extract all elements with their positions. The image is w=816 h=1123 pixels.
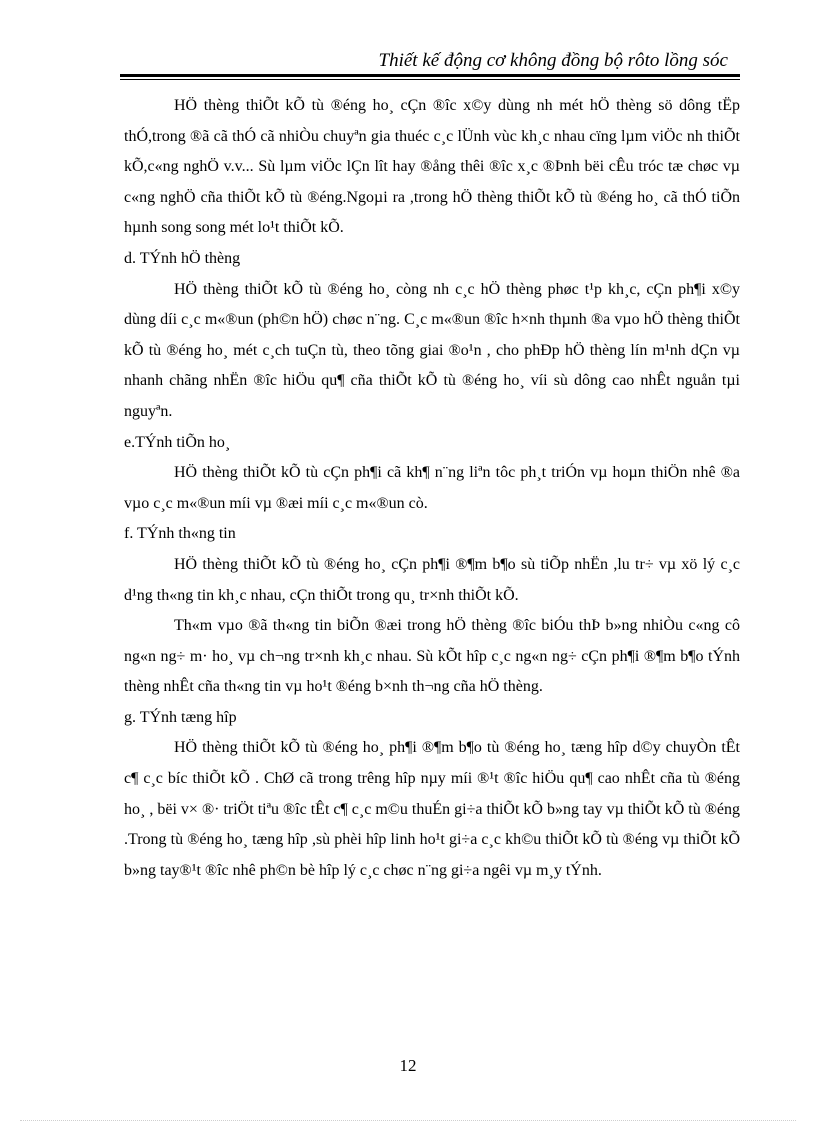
- page-number: 12: [399, 1056, 417, 1075]
- section-heading: e.TÝnh tiÕn ho¸: [124, 433, 231, 451]
- header-title: Thiết kế động cơ không đồng bộ rôto lồng sóc: [378, 50, 728, 71]
- page-bottom-divider: [20, 1120, 796, 1121]
- header-rule-thick: [120, 74, 740, 77]
- section-heading: g. TÝnh tæng hîp: [124, 708, 237, 726]
- document-body: [124, 91, 740, 886]
- paragraph: HÖ thèng thiÕt kÕ tù ®éng ho¸ ph¶i ®¶m b¶o tù ®éng ho¸ tæng hîp d©y chuyÒn tÊt c¶ c¸c bíc thiÕt kÕ . ChØ cã trong trêng hîp nµy míi ®¹t ®îc hiÖu qu¶ cao nhÊt cña tù ®éng ho¸ , bëi v× ®· triÖt tiªu ®îc tÊt c¶ c¸c m©u thuÉn gi÷a thiÕt kÕ b»ng tay vµ thiÕt kÕ tù ®éng .Trong tù ®éng ho¸ tæng hîp ,sù phèi hîp linh ho¹t gi÷a c¸c kh©u thiÕt kÕ tù ®éng vµ thiÕt kÕ b»ng tay®¹t ®îc nhê ph©n bè hîp lý c¸c chøc n¨ng gi÷a ngêi vµ m¸y tÝnh.: [124, 739, 740, 879]
- paragraph: HÖ thèng thiÕt kÕ tù ®éng ho¸ còng nh c¸c hÖ thèng phøc t¹p kh¸c, cÇn ph¶i x©y dùng díi c¸c m«®un (ph©n hÖ) chøc n¨ng. C¸c m«®un ®îc h×nh thµnh ®a vµo hÖ thèng thiÕt kÕ tù ®éng ho¸ mét c¸ch tuÇn tù, theo tõng giai ®o¹n , cho phÐp hÖ thèng lín m¹nh dÇn vµ nhanh chãng nhËn ®îc hiÖu qu¶ cña thiÕt kÕ tù ®éng ho¸ víi sù dông cao nhÊt nguån tµi nguyªn.: [124, 280, 740, 420]
- paragraph: HÖ thèng thiÕt kÕ tù ®éng ho¸ cÇn ®îc x©y dùng nh mét hÖ thèng sö dông tËp thÓ,trong ®ã cã thÓ cã nhiÒu chuyªn gia thuéc c¸c lÜnh vùc kh¸c nhau cïng lµm viÖc nh thiÕt kÕ,c«ng nghÖ v.v... Sù lµm viÖc lÇn lît hay ®ång thêi ®îc x¸c ®Þnh bëi cÊu tróc tæ chøc vµ c«ng nghÖ cña thiÕt kÕ tù ®éng.Ngoµi ra ,trong hÖ thèng thiÕt kÕ tù ®éng ho¸ cã thÓ tiÕn hµnh song song mét lo¹t thiÕt kÕ.: [124, 97, 740, 237]
- section-heading: d. TÝnh hÖ thèng: [124, 249, 241, 267]
- paragraph: Th«m vµo ®ã th«ng tin biÕn ®æi trong hÖ thèng ®îc biÓu thÞ b»ng nhiÒu c«ng cô ng«n ng÷ m· ho¸ vµ ch¬ng tr×nh kh¸c nhau. Sù kÕt hîp c¸c ng«n ng÷ cÇn ph¶i ®¶m b¶o tÝnh thèng nhÊt cña th«ng tin vµ ho¹t ®éng b×nh th¬ng cña hÖ thèng.: [124, 617, 740, 696]
- paragraph: HÖ thèng thiÕt kÕ tù ®éng ho¸ cÇn ph¶i ®¶m b¶o sù tiÕp nhËn ,lu tr÷ vµ xö lý c¸c d¹ng th«ng tin kh¸c nhau, cÇn thiÕt trong qu¸ tr×nh thiÕt kÕ.: [124, 555, 740, 604]
- page-header: [120, 46, 740, 82]
- header-rule-thin: [120, 79, 740, 80]
- paragraph: HÖ thèng thiÕt kÕ tù cÇn ph¶i cã kh¶ n¨ng liªn tôc ph¸t triÓn vµ hoµn thiÖn nhê ®a vµo c¸c m«®un míi vµ ®æi míi c¸c m«®un cò.: [124, 464, 740, 512]
- section-heading: f. TÝnh th«ng tin: [124, 525, 236, 543]
